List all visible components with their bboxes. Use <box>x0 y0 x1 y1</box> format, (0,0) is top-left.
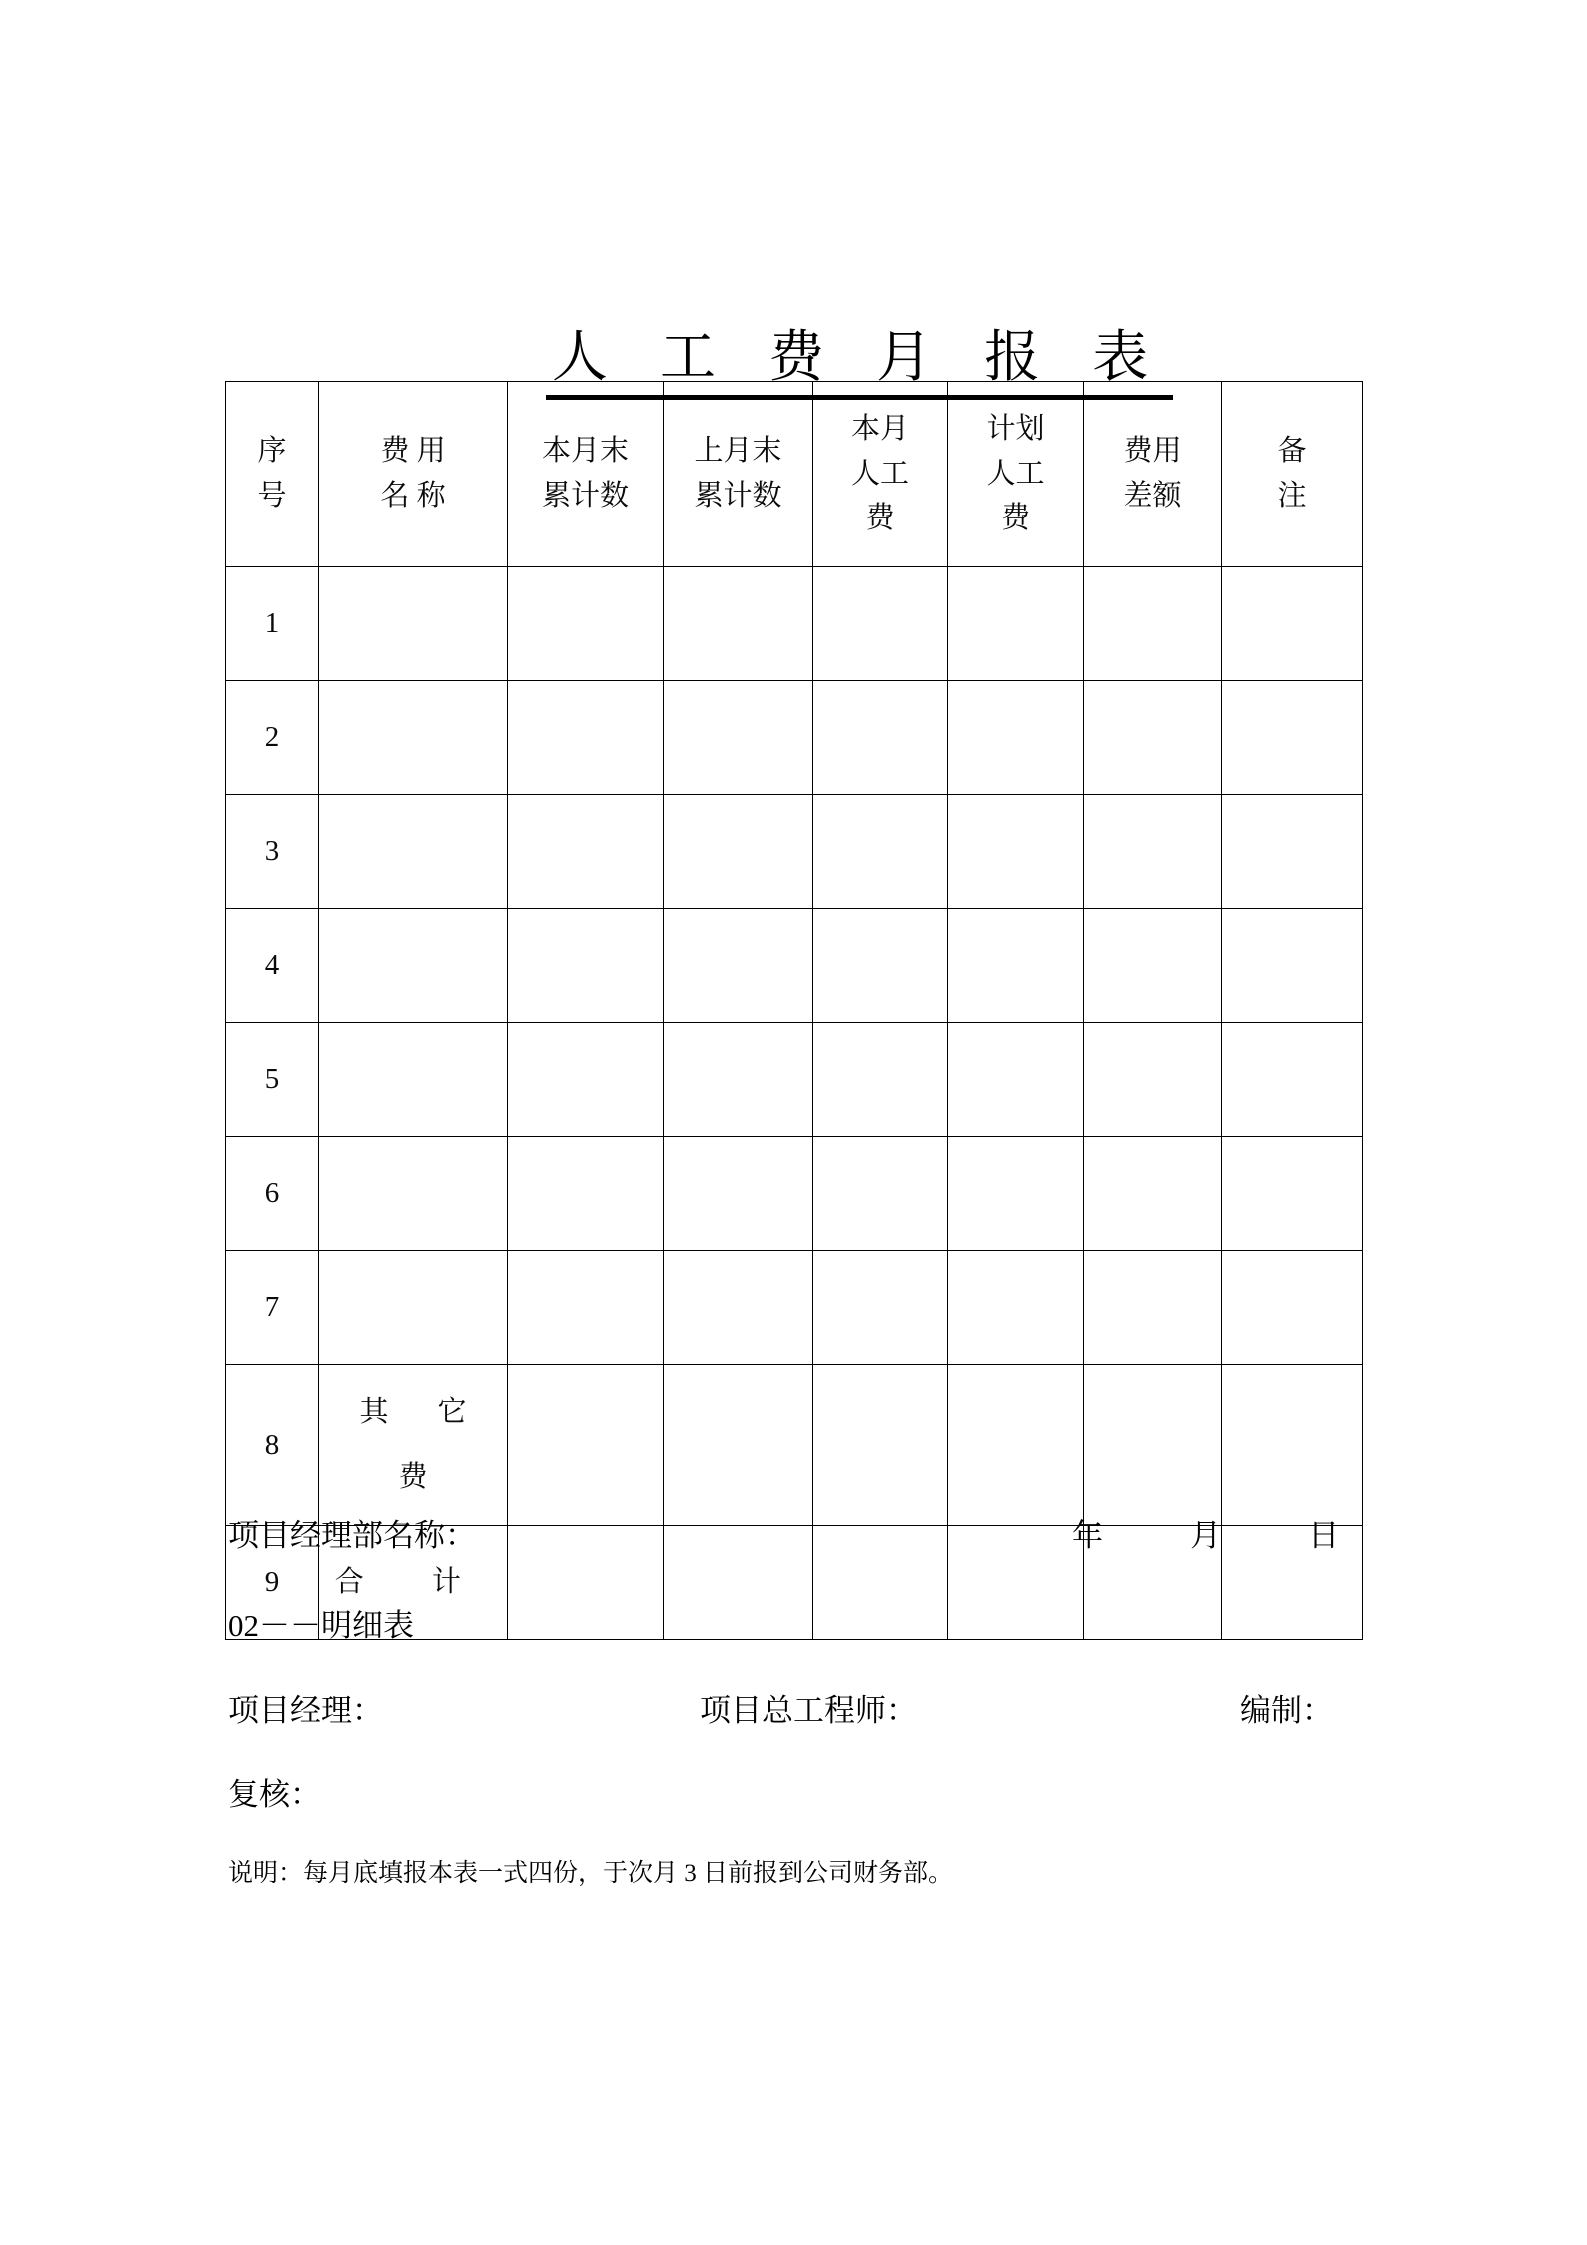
header-line: 注 <box>1277 480 1307 512</box>
table-row <box>226 1023 1363 1137</box>
cell-planned-labor-cost[interactable] <box>948 909 1084 1023</box>
cell-last-month-cumulative[interactable] <box>664 1023 813 1137</box>
cell-last-month-cumulative[interactable] <box>664 909 813 1023</box>
cell-planned-labor-cost[interactable] <box>948 1251 1084 1365</box>
cell-this-month-labor-cost[interactable] <box>813 1526 948 1640</box>
cell-planned-labor-cost[interactable] <box>948 795 1084 909</box>
cell-this-month-cumulative[interactable] <box>508 795 664 909</box>
cell-cost-variance[interactable] <box>1084 567 1222 681</box>
date-day-label: 日 <box>1308 1518 1343 1553</box>
cell-remark[interactable] <box>1222 1251 1363 1365</box>
header-line: 人工 <box>850 457 909 490</box>
labor-cost-table <box>225 381 1363 1640</box>
date-line <box>1072 1516 1342 1556</box>
reviewed-by-label: 复核： <box>228 1777 321 1812</box>
header-line: 上月末 <box>694 435 782 468</box>
header-line: 费 <box>865 502 895 535</box>
cell-this-month-labor-cost[interactable] <box>813 1137 948 1251</box>
header-line: 序 <box>257 435 287 468</box>
table-row <box>226 795 1363 909</box>
cell-remark[interactable] <box>1222 795 1363 909</box>
cell-this-month-cumulative[interactable] <box>508 681 664 795</box>
header-line: 费 用 <box>380 435 446 468</box>
cell-seq: 3 <box>226 795 319 909</box>
cell-last-month-cumulative[interactable] <box>664 795 813 909</box>
cell-expense-name[interactable] <box>319 795 508 909</box>
cell-this-month-cumulative[interactable] <box>508 567 664 681</box>
cell-cost-variance[interactable] <box>1084 909 1222 1023</box>
header-line: 人工 <box>986 457 1045 490</box>
expense-name-line: 费 <box>398 1461 428 1493</box>
table-row <box>226 909 1363 1023</box>
cell-this-month-cumulative[interactable] <box>508 1365 664 1526</box>
header-line: 累计数 <box>694 480 782 512</box>
cell-this-month-labor-cost[interactable] <box>813 1023 948 1137</box>
note-text: 说明：每月底填报本表一式四份，于次月 3 日前报到公司财务部。 <box>228 1860 954 1887</box>
cell-expense-name[interactable] <box>319 681 508 795</box>
header-cell-planned-labor-cost <box>948 382 1084 567</box>
cell-this-month-cumulative[interactable] <box>508 1023 664 1137</box>
cell-expense-name-other[interactable] <box>319 1365 508 1526</box>
cell-remark[interactable] <box>1222 681 1363 795</box>
cell-this-month-labor-cost[interactable] <box>813 909 948 1023</box>
header-cell-this-month-cumulative <box>508 382 664 567</box>
cell-expense-name[interactable] <box>319 1251 508 1365</box>
cell-expense-name[interactable] <box>319 567 508 681</box>
cell-this-month-cumulative[interactable] <box>508 909 664 1023</box>
header-line: 本月末 <box>541 435 629 468</box>
header-line: 差额 <box>1123 480 1182 512</box>
header-cell-cost-variance <box>1084 382 1222 567</box>
header-line: 计划 <box>986 412 1045 445</box>
table-row <box>226 1251 1363 1365</box>
header-line: 费用 <box>1123 435 1182 468</box>
table-row-other-expense <box>226 1365 1363 1526</box>
cell-last-month-cumulative[interactable] <box>664 681 813 795</box>
cell-remark[interactable] <box>1222 1137 1363 1251</box>
cell-remark[interactable] <box>1222 1023 1363 1137</box>
header-cell-remark <box>1222 382 1363 567</box>
cell-cost-variance[interactable] <box>1084 1251 1222 1365</box>
cell-last-month-cumulative[interactable] <box>664 1137 813 1251</box>
table-row <box>226 681 1363 795</box>
cell-planned-labor-cost[interactable] <box>948 681 1084 795</box>
header-line: 名 称 <box>380 480 446 512</box>
date-month-label: 月 <box>1190 1518 1225 1553</box>
project-manager-label: 项目经理： <box>228 1693 383 1728</box>
cell-expense-name[interactable] <box>319 909 508 1023</box>
cell-planned-labor-cost[interactable] <box>948 1365 1084 1526</box>
header-line: 累计数 <box>541 480 629 512</box>
cell-planned-labor-cost[interactable] <box>948 1526 1084 1640</box>
cell-last-month-cumulative[interactable] <box>664 1251 813 1365</box>
cell-this-month-cumulative[interactable] <box>508 1251 664 1365</box>
header-line: 备 <box>1277 435 1307 468</box>
cell-seq: 9 <box>226 1526 319 1640</box>
cell-last-month-cumulative[interactable] <box>664 1365 813 1526</box>
cell-this-month-labor-cost[interactable] <box>813 795 948 909</box>
cell-this-month-labor-cost[interactable] <box>813 1251 948 1365</box>
cell-last-month-cumulative[interactable] <box>664 1526 813 1640</box>
cell-cost-variance[interactable] <box>1084 1137 1222 1251</box>
cell-seq: 5 <box>226 1023 319 1137</box>
cell-remark[interactable] <box>1222 1365 1363 1526</box>
table-header-row <box>226 382 1363 567</box>
cell-seq: 2 <box>226 681 319 795</box>
cell-cost-variance[interactable] <box>1084 795 1222 909</box>
cell-planned-labor-cost[interactable] <box>948 1137 1084 1251</box>
cell-this-month-cumulative[interactable] <box>508 1137 664 1251</box>
cell-expense-name[interactable] <box>319 1023 508 1137</box>
department-name-label: 项目经理部名称： <box>228 1518 476 1553</box>
cell-seq: 6 <box>226 1137 319 1251</box>
cell-seq: 4 <box>226 909 319 1023</box>
cell-this-month-labor-cost[interactable] <box>813 681 948 795</box>
cell-planned-labor-cost[interactable] <box>948 1023 1084 1137</box>
header-cell-this-month-labor-cost <box>813 382 948 567</box>
cell-expense-name[interactable] <box>319 1137 508 1251</box>
cell-expense-name-total: 合 计 <box>319 1526 508 1640</box>
cell-cost-variance[interactable] <box>1084 681 1222 795</box>
form-code-label: 02－－明细表 <box>228 1608 414 1643</box>
cell-this-month-cumulative[interactable] <box>508 1526 664 1640</box>
cell-seq: 1 <box>226 567 319 681</box>
table-row <box>226 567 1363 681</box>
page-title-text: 人 工 费 月 报 表 <box>546 326 1173 399</box>
prepared-by-label: 编制： <box>1240 1693 1333 1728</box>
table-row <box>226 1137 1363 1251</box>
date-year-label: 年 <box>1072 1518 1107 1553</box>
expense-name-line: 其 它 <box>359 1396 488 1429</box>
cell-seq: 8 <box>226 1365 319 1526</box>
cell-cost-variance[interactable] <box>1084 1365 1222 1526</box>
cell-last-month-cumulative[interactable] <box>664 567 813 681</box>
header-line: 号 <box>257 480 287 512</box>
cell-planned-labor-cost[interactable] <box>948 567 1084 681</box>
header-cell-expense-name <box>319 382 508 567</box>
chief-engineer-label: 项目总工程师： <box>700 1693 917 1728</box>
header-line: 费 <box>1000 502 1030 535</box>
cell-remark[interactable] <box>1222 909 1363 1023</box>
cell-cost-variance[interactable] <box>1084 1023 1222 1137</box>
cell-seq: 7 <box>226 1251 319 1365</box>
cell-this-month-labor-cost[interactable] <box>813 1365 948 1526</box>
cell-this-month-labor-cost[interactable] <box>813 567 948 681</box>
cell-remark[interactable] <box>1222 567 1363 681</box>
header-cell-seq <box>226 382 319 567</box>
header-line: 本月 <box>850 412 909 445</box>
header-cell-last-month-cumulative <box>664 382 813 567</box>
